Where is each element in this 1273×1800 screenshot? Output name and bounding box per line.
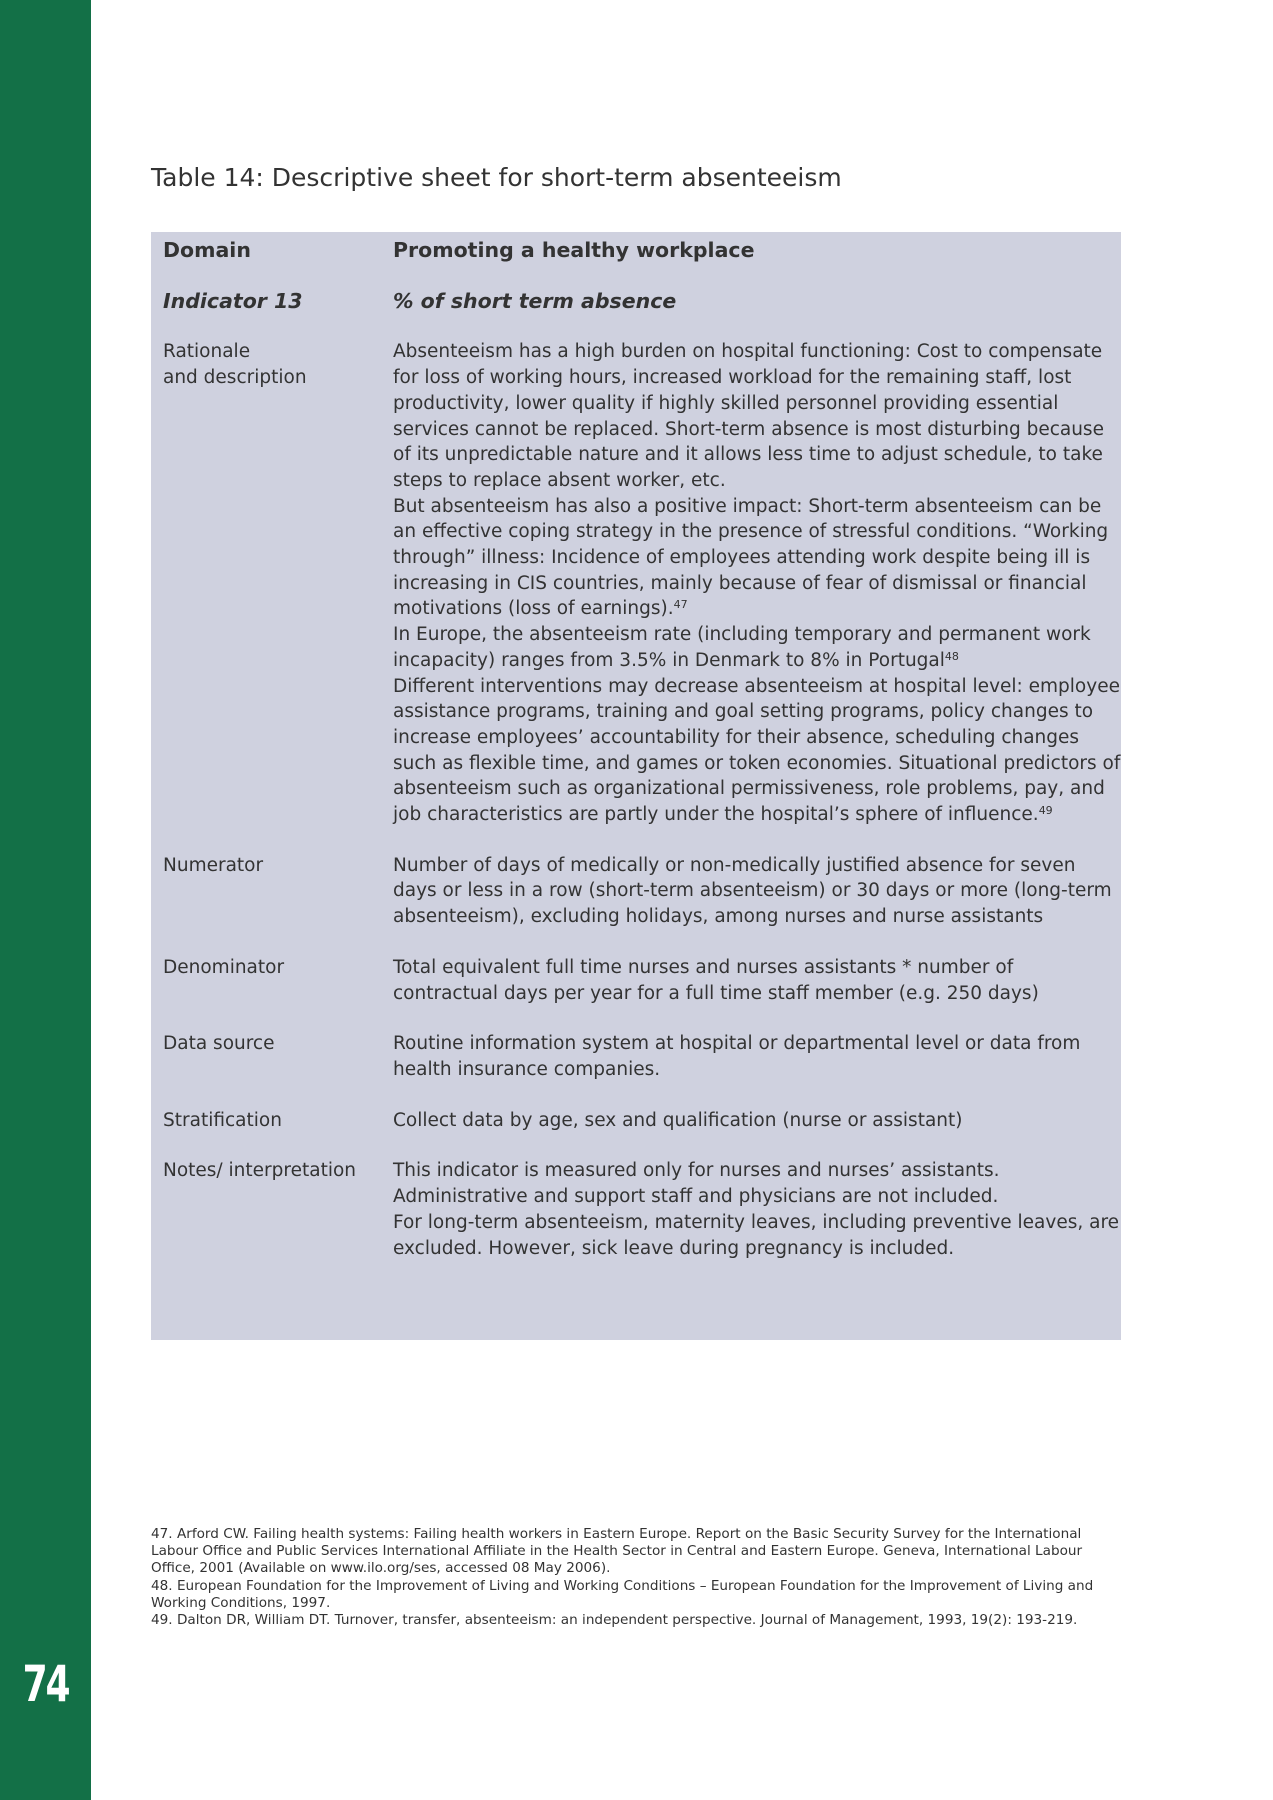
rationale-label-line-2: and description bbox=[163, 367, 307, 389]
row-domain bbox=[151, 238, 1121, 264]
denominator-text: Total equivalent full time nurses and nurses assistants * number of contractual days per year for a full time staff member (e.g. 250 days) bbox=[393, 956, 1039, 1004]
notes-text bbox=[393, 1158, 1121, 1261]
stratification-label: Stratification bbox=[163, 1109, 282, 1131]
indicator-value: % of short term absence bbox=[393, 288, 677, 313]
footnote-ref-48: 48 bbox=[944, 649, 959, 663]
rationale-paragraph-1: Absenteeism has a high burden on hospital functioning: Cost to compensate for loss of working hours, increased workload for the remaining staff, lost productivity, lower quality if highly skilled personnel providing essential services cannot be replaced. Short-term absence is most disturbing because of its unpredictable nature and it allows less time to adjust schedule, to take steps to replace absent worker, etc. bbox=[393, 341, 1104, 491]
side-bar bbox=[0, 0, 91, 1800]
rationale-paragraph-2 bbox=[393, 494, 1121, 623]
data-source-text: Routine information system at hospital or departmental level or data from health insurance companies. bbox=[393, 1033, 1081, 1080]
descriptive-sheet bbox=[151, 232, 1121, 1340]
data-source-label: Data source bbox=[163, 1033, 275, 1055]
rationale-label-line-1: Rationale bbox=[163, 341, 251, 363]
rationale-paragraph-4-text: Different interventions may decrease absenteeism at hospital level: employee assistance programs, training and goal setting programs, policy changes to increase employees’ accountability for their absence, scheduling changes such as flexible time, and games or token economies. Situational predictors of absenteeism such as organizational permissiveness, role problems, pay, and job characteristics are partly under the hospital’s sphere of influence. bbox=[393, 675, 1121, 826]
numerator-label: Numerator bbox=[163, 854, 264, 876]
row-rationale bbox=[151, 339, 1121, 827]
rationale-text bbox=[393, 339, 1121, 827]
rationale-paragraph-3 bbox=[393, 622, 1121, 673]
row-denominator bbox=[151, 955, 1121, 1006]
page-number: 74 bbox=[22, 1655, 69, 1713]
stratification-text: Collect data by age, sex and qualification (nurse or assistant) bbox=[393, 1109, 963, 1131]
footnote-47: 47. Arford CW. Failing health systems: Failing health workers in Eastern Europe. Report on the Basic Security Survey for the International Labour Office and Public Services International Affiliate in the Health Sector in Central and Eastern Europe. Geneva, International Labour Office, 2001 (Available on www.ilo.org/ses, accessed 08 May 2006). bbox=[151, 1526, 1083, 1577]
footnote-ref-47: 47 bbox=[673, 598, 688, 612]
footnote-49: 49. Dalton DR, William DT. Turnover, transfer, absenteeism: an independent perspective. Journal of Management, 1993, 19(2): 193-219. bbox=[151, 1612, 1078, 1629]
domain-value: Promoting a healthy workplace bbox=[393, 238, 755, 262]
footnote-ref-49: 49 bbox=[1038, 804, 1053, 818]
denominator-label: Denominator bbox=[163, 956, 285, 978]
domain-label: Domain bbox=[163, 238, 251, 262]
notes-line-2: Administrative and support staff and physicians are not included. bbox=[393, 1186, 999, 1208]
row-stratification bbox=[151, 1108, 1121, 1134]
row-data-source bbox=[151, 1031, 1121, 1082]
rationale-paragraph-4 bbox=[393, 674, 1121, 828]
table-title: Table 14: Descriptive sheet for short-term absenteeism bbox=[151, 163, 842, 192]
row-indicator bbox=[151, 289, 1121, 315]
notes-label: Notes/ interpretation bbox=[163, 1160, 357, 1182]
footnotes bbox=[151, 1526, 1126, 1629]
row-numerator bbox=[151, 853, 1121, 930]
numerator-text: Number of days of medically or non-medically justified absence for seven days or less in a row (short-term absenteeism) or 30 days or more (long-term absenteeism), excluding holidays, among nurses and nurse assistants bbox=[393, 854, 1112, 928]
notes-line-1: This indicator is measured only for nurses and nurses’ assistants. bbox=[393, 1160, 1000, 1182]
rationale-paragraph-3-text: In Europe, the absenteeism rate (including temporary and permanent work incapacity) ranges from 3.5% in Denmark to 8% in Portugal bbox=[393, 624, 1091, 671]
row-notes bbox=[151, 1158, 1121, 1261]
rationale-label bbox=[151, 339, 393, 827]
footnote-48: 48. European Foundation for the Improvement of Living and Working Conditions – European Foundation for the Improvement of Living and Working Conditions, 1997. bbox=[151, 1577, 1094, 1611]
rationale-paragraph-2-text: But absenteeism has also a positive impact: Short-term absenteeism can be an effective coping strategy in the presence of stressful conditions. “Working through” illness: Incidence of employees attending work despite being ill is increasing in CIS countries, mainly because of fear of dismissal or financial motivations (loss of earnings). bbox=[393, 495, 1109, 620]
notes-line-3: For long-term absenteeism, maternity leaves, including preventive leaves, are excluded. However, sick leave during pregnancy is included. bbox=[393, 1211, 1120, 1259]
indicator-label: Indicator 13 bbox=[163, 288, 303, 313]
